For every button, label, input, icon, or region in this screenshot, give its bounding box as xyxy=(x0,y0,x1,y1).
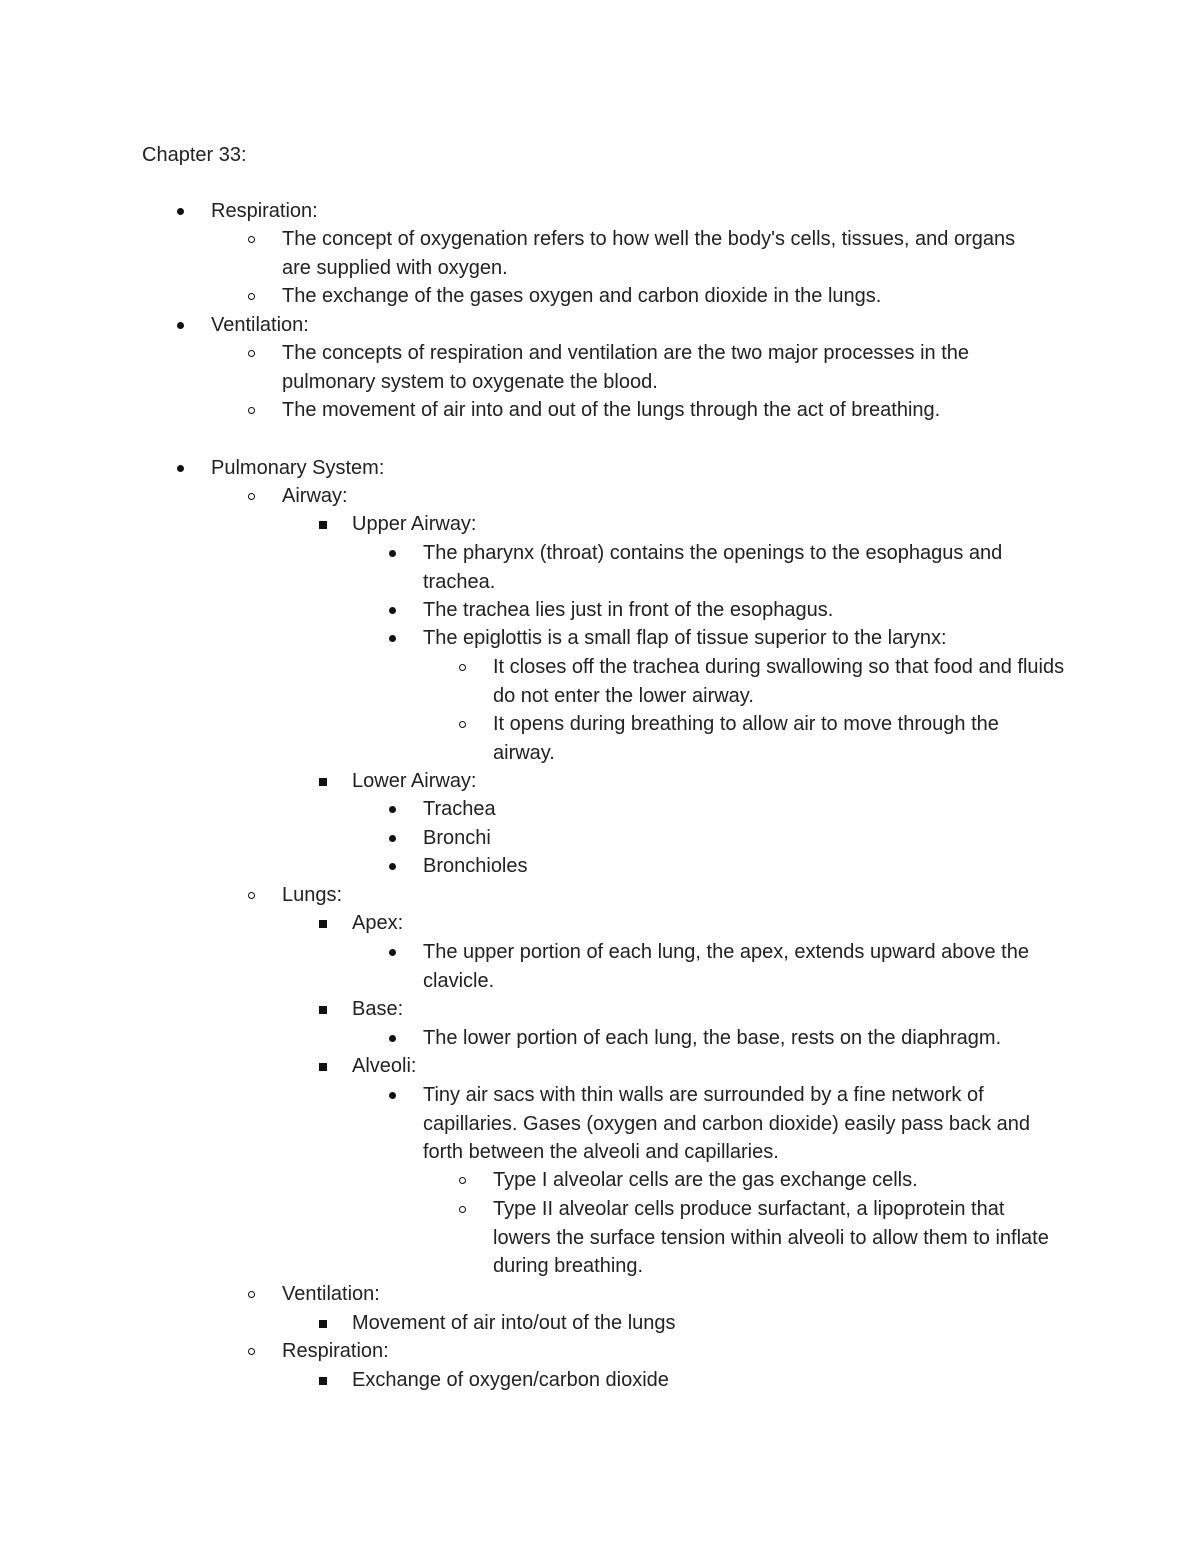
list-item-text: Ventilation: xyxy=(282,1283,380,1305)
list-item-text: Bronchi xyxy=(423,827,491,849)
bullet-disc-icon xyxy=(389,835,396,842)
bullet-disc-icon xyxy=(177,322,184,329)
bullet-circle-icon xyxy=(248,1291,255,1298)
bullet-square-icon xyxy=(319,1320,327,1328)
bullet-square-icon xyxy=(319,778,327,786)
bullet-circle-icon xyxy=(248,407,255,414)
list-item-text: Movement of air into/out of the lungs xyxy=(352,1312,676,1334)
bullet-circle-icon xyxy=(248,892,255,899)
list-item-text: The exchange of the gases oxygen and carbon dioxide in the lungs. xyxy=(282,285,882,307)
list-item-text: The trachea lies just in front of the esophagus. xyxy=(423,599,834,621)
list-item-text: Type II alveolar cells produce surfactant, a lipoprotein that lowers the surface tension within alveoli to allow them to inflate during breathing. xyxy=(493,1198,1049,1277)
bullet-disc-icon xyxy=(389,635,396,642)
bullet-disc-icon xyxy=(389,806,396,813)
list-item-text: Exchange of oxygen/carbon dioxide xyxy=(352,1369,669,1391)
list-item-text: Ventilation: xyxy=(211,314,309,336)
bullet-circle-icon xyxy=(248,350,255,357)
bullet-circle-icon xyxy=(459,721,466,728)
list-item-text: The concept of oxygenation refers to how well the body's cells, tissues, and organs are supplied with oxygen. xyxy=(282,228,1016,279)
list-item-text: It opens during breathing to allow air to move through the airway. xyxy=(493,713,999,764)
bullet-square-icon xyxy=(319,920,327,928)
bullet-disc-icon xyxy=(177,208,184,215)
bullet-circle-icon xyxy=(459,664,466,671)
bullet-square-icon xyxy=(319,1377,327,1385)
bullet-disc-icon xyxy=(389,1035,396,1042)
bullet-circle-icon xyxy=(248,236,255,243)
list-item-text: The upper portion of each lung, the apex, extends upward above the clavicle. xyxy=(423,941,1029,992)
bullet-square-icon xyxy=(319,521,327,529)
bullet-disc-icon xyxy=(389,863,396,870)
list-item-text: Alveoli: xyxy=(352,1055,417,1077)
bullet-disc-icon xyxy=(389,550,396,557)
bullet-circle-icon xyxy=(248,1348,255,1355)
list-item-text: Lower Airway: xyxy=(352,770,477,792)
list-item-text: Bronchioles xyxy=(423,855,528,877)
bullet-disc-icon xyxy=(389,1092,396,1099)
list-item-text: The pharynx (throat) contains the openings to the esophagus and trachea. xyxy=(423,542,1003,593)
list-item-text: Pulmonary System: xyxy=(211,457,385,479)
list-item-text: The movement of air into and out of the lungs through the act of breathing. xyxy=(282,399,941,421)
bullet-disc-icon xyxy=(389,607,396,614)
list-item-text: Type I alveolar cells are the gas exchange cells. xyxy=(493,1169,918,1191)
bullet-disc-icon xyxy=(389,949,396,956)
list-item-text: Upper Airway: xyxy=(352,513,477,535)
bullet-disc-icon xyxy=(177,465,184,472)
bullet-circle-icon xyxy=(248,493,255,500)
list-item-text: Lungs: xyxy=(282,884,343,906)
bullet-square-icon xyxy=(319,1063,327,1071)
list-item-text: It closes off the trachea during swallowing so that food and fluids do not enter the lower airway. xyxy=(493,656,1065,707)
bullet-circle-icon xyxy=(248,293,255,300)
list-item-text: The lower portion of each lung, the base, rests on the diaphragm. xyxy=(423,1027,1002,1049)
page-title: Chapter 33: xyxy=(142,144,247,166)
list-item-text: Airway: xyxy=(282,485,348,507)
list-item-text: The concepts of respiration and ventilation are the two major processes in the pulmonary system to oxygenate the blood. xyxy=(282,342,970,393)
list-item-text: Respiration: xyxy=(282,1340,389,1362)
list-item-text: The epiglottis is a small flap of tissue superior to the larynx: xyxy=(423,627,947,649)
list-item-text: Respiration: xyxy=(211,200,318,222)
bullet-square-icon xyxy=(319,1006,327,1014)
list-item-text: Base: xyxy=(352,998,404,1020)
bullet-circle-icon xyxy=(459,1177,466,1184)
list-item-text: Trachea xyxy=(423,798,496,820)
list-item-text: Apex: xyxy=(352,912,404,934)
list-item-text: Tiny air sacs with thin walls are surrounded by a fine network of capillaries. Gases (oxygen and carbon dioxide) easily pass back and forth between the alveoli and capillaries. xyxy=(423,1084,1031,1163)
bullet-circle-icon xyxy=(459,1206,466,1213)
